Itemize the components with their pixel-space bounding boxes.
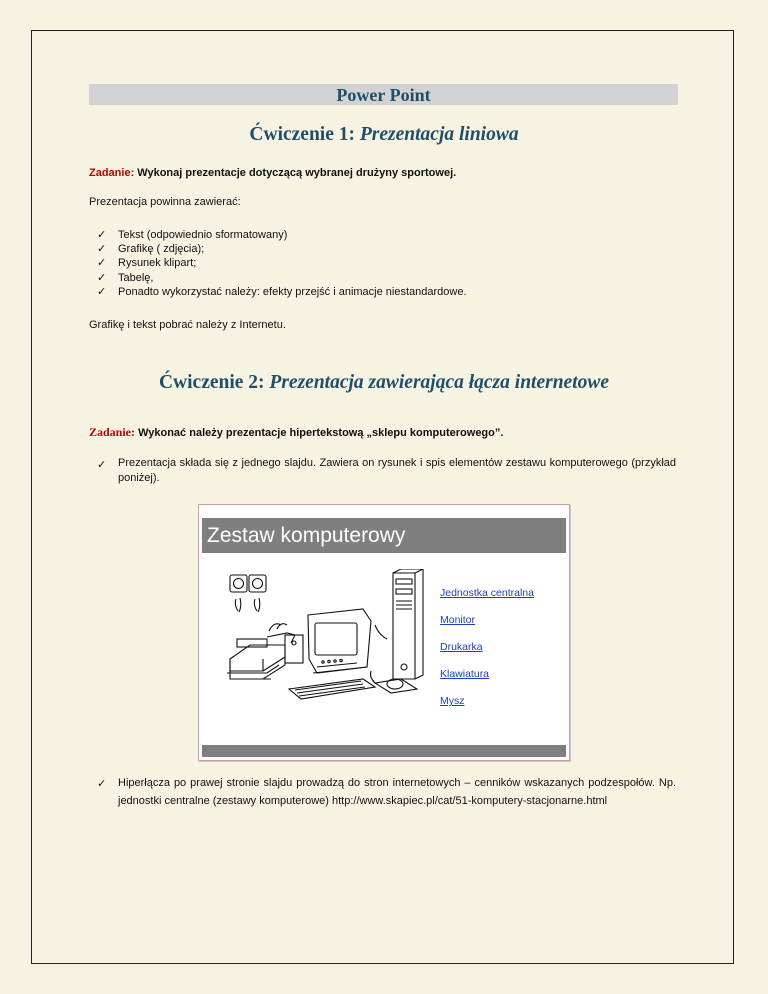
exercise2-heading (0, 372, 768, 394)
list-item-text: Ponadto wykorzystać należy: efekty przejść i animacje niestandardowe. (118, 285, 467, 298)
exercise1-note: Grafikę i tekst pobrać należy z Internetu. (89, 319, 286, 331)
exercise1-heading-title: Prezentacja liniowa (359, 124, 519, 145)
exercise2-task-label: Zadanie: (89, 425, 136, 439)
slide-link-list (440, 580, 534, 715)
list-item (97, 242, 467, 256)
exercise2-task (89, 425, 503, 440)
slide-link-klawiatura[interactable]: Klawiatura (440, 668, 490, 680)
computer-set-illustration (225, 569, 430, 709)
checkmark-icon: ✓ (97, 271, 107, 284)
exercise2-bullet1: Prezentacja składa się z jednego slajdu. Zawiera on rysunek i spis elementów zestawu komputerowego (przykład poniżej). (118, 457, 676, 484)
exercise1-list (97, 228, 467, 299)
list-item (97, 228, 467, 242)
checkmark-icon: ✓ (97, 778, 107, 790)
list-item (97, 285, 467, 299)
slide-link-mysz[interactable]: Mysz (440, 695, 465, 707)
list-item (97, 271, 467, 285)
list-item-text: Grafikę ( zdjęcia); (118, 243, 205, 256)
slide-link-drukarka[interactable]: Drukarka (440, 641, 483, 653)
exercise1-intro: Prezentacja powinna zawierać: (89, 196, 241, 208)
list-item-text: Tekst (odpowiednio sformatowany) (118, 229, 288, 241)
checkmark-icon: ✓ (97, 459, 107, 471)
example-slide (198, 504, 570, 761)
checkmark-icon: ✓ (97, 257, 107, 270)
slide-link-jednostka-centralna[interactable]: Jednostka centralna (440, 587, 534, 599)
exercise2-heading-title: Prezentacja zawierająca łącza internetowe (269, 372, 610, 393)
list-item-text: Tabelę, (118, 271, 154, 284)
document-title: Power Point (89, 84, 678, 105)
exercise1-task-label: Zadanie: (89, 167, 135, 179)
exercise1-task (89, 166, 456, 180)
checkmark-icon: ✓ (97, 229, 107, 241)
exercise1-heading-prefix: Ćwiczenie 1: (249, 124, 355, 145)
slide-title: Zestaw komputerowy (202, 518, 566, 553)
checkmark-icon: ✓ (97, 243, 107, 256)
checkmark-icon: ✓ (97, 285, 107, 298)
exercise1-task-text: Wykonaj prezentacje dotyczącą wybranej drużyny sportowej. (137, 167, 457, 179)
exercise2-bullet2: Hiperłącza po prawej stronie slajdu prowadzą do stron internetowych – cenników wskazanych podzespołów. Np. jednostki centralne (zestawy komputerowe) http://www.skapiec.pl/cat/51-komputery-stacjonarne.html (118, 777, 676, 807)
exercise1-heading (0, 124, 768, 146)
exercise2-task-text: Wykonać należy prezentacje hipertekstową „sklepu komputerowego”. (138, 427, 504, 439)
slide-link-monitor[interactable]: Monitor (440, 614, 476, 626)
list-item-text: Rysunek klipart; (118, 257, 197, 270)
list-item (97, 256, 467, 270)
slide-footer-bar (202, 745, 566, 757)
exercise2-heading-prefix: Ćwiczenie 2: (158, 372, 265, 393)
